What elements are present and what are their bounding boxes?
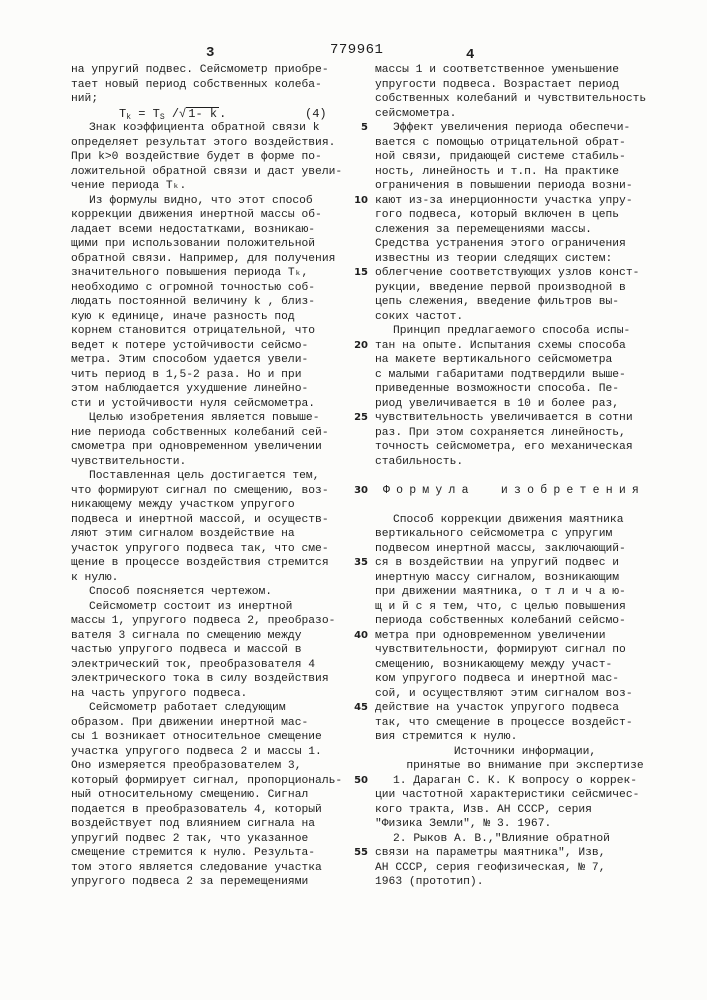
text-line: чувствительности. (71, 455, 186, 469)
text-line: смометра при одновременном увеличении (71, 440, 322, 454)
text-line: ком упругого подвеса и инертной мас- (375, 672, 619, 686)
text-line: сой, и осуществляют этим сигналом воз- (375, 687, 633, 701)
text-line: массы 1, упругого подвеса 2, преобразо- (71, 614, 335, 628)
text-line: участка упругого подвеса 2 и массы 1. (71, 745, 322, 759)
text-line: на часть упругого подвеса. (71, 687, 247, 701)
text-line: так, что смещение в процессе воздейст- (375, 716, 633, 730)
text-line: чить период в 1,5-2 раза. Но и при (71, 368, 302, 382)
text-line: никающему между участком упругого (71, 498, 295, 512)
text-line: АН СССР, серия геофизическая, № 7, (375, 861, 606, 875)
text-line: гого подвеса, который включен в цепь (375, 208, 619, 222)
text-line: при движении маятника, о т л и ч а ю- (375, 585, 626, 599)
text-line: упругости подвеса. Возрастает период (375, 78, 619, 92)
text-line: Сейсмометр работает следующим (89, 701, 286, 715)
formula-number: (4) (305, 107, 327, 121)
text-line: периода собственных колебаний сейсмо- (375, 614, 626, 628)
formula-slash: / (165, 107, 179, 121)
text-line: Способ поясняется чертежом. (89, 585, 272, 599)
text-line: электрический ток, преобразователя 4 (71, 658, 315, 672)
text-line: известны из теории следящих систем: (375, 252, 612, 266)
references-heading: Источники информации, (375, 745, 675, 759)
text-line: Эффект увеличения периода обеспечи- (393, 121, 630, 135)
text-line: щ и й с я тем, что, с целью повышения (375, 600, 626, 614)
text-line: ложительной обратной связи и даст увели- (71, 165, 342, 179)
line-number: 25 (348, 411, 368, 425)
text-line: кую к единице, иначе разность под (71, 310, 295, 324)
text-line: 2. Рыков А. В.,"Влияние обратной (393, 832, 610, 846)
text-line: связи на параметры маятника", Изв, (375, 846, 606, 860)
text-line: смещение стремится к нулю. Результа- (71, 846, 315, 860)
text-line: Из формулы видно, что этот способ (89, 194, 313, 208)
text-line: рукции, введение первой производной в (375, 281, 626, 295)
text-line: том этого является следование участка (71, 861, 322, 875)
text-line: обратной связи. Например, для получения (71, 252, 335, 266)
text-line: 1. Дараган С. К. К вопросу о коррек- (393, 774, 637, 788)
sqrt-icon: √ (179, 107, 186, 121)
formula-radicand: 1- k (186, 107, 219, 120)
text-line: коррекции движения инертной массы об- (71, 208, 322, 222)
text-line: метра. Этим способом удается увели- (71, 353, 308, 367)
text-line: щение в процессе воздействия стремится (71, 556, 329, 570)
text-line: ся в воздействии на упругий подвес и (375, 556, 619, 570)
text-line: людать постоянной величину k , близ- (71, 295, 315, 309)
text-line: ведет к потере устойчивости сейсмо- (71, 339, 308, 353)
text-line: ции частотной характеристики сейсмичес- (375, 788, 639, 802)
text-line: цепь слежения, введение фильтров вы- (375, 295, 619, 309)
formula-period: . (219, 107, 226, 121)
text-line: подвеса и инертной массой, и осуществ- (71, 513, 329, 527)
text-line: Знак коэффициента обратной связи k (89, 121, 320, 135)
line-number: 30 (348, 484, 368, 498)
text-line: Сейсмометр состоит из инертной (89, 600, 292, 614)
text-line: 1963 (прототип). (375, 875, 483, 889)
text-line: который формирует сигнал, пропорциональ- (71, 774, 342, 788)
text-line: что формируют сигнал по смещению, воз- (71, 484, 329, 498)
text-line: этом наблюдается ухудшение линейно- (71, 382, 308, 396)
text-line: подается в преобразователь 4, который (71, 803, 322, 817)
text-line: сейсмометра. (375, 107, 456, 121)
text-line: ние периода собственных колебаний сей- (71, 426, 329, 440)
text-line: корнем становится отрицательной, что (71, 324, 315, 338)
text-line: массы 1 и соответственное уменьшение (375, 63, 619, 77)
line-number: 45 (348, 701, 368, 715)
text-line: смещению, возникающему между участ- (375, 658, 612, 672)
text-line: Средства устранения этого ограничения (375, 237, 626, 251)
text-line: облегчение соответствующих узлов конст- (375, 266, 639, 280)
text-line: чувствительность увеличивается в сотни (375, 411, 633, 425)
formula-rhs: T (153, 107, 160, 121)
formula-line (119, 107, 226, 121)
formula-lhs-sub: k (126, 113, 131, 122)
text-line: тан на опыте. Испытания схемы способа (375, 339, 626, 353)
text-line: вается с помощью отрицательной обрат- (375, 136, 626, 150)
text-line: частью упругого подвеса и массой в (71, 643, 302, 657)
text-line: упругий подвес 2 так, что указанное (71, 832, 308, 846)
line-number: 10 (348, 194, 368, 208)
text-line: вателя 3 сигнала по смещению между (71, 629, 302, 643)
text-line: электрического тока в силу воздействия (71, 672, 329, 686)
text-line: с малыми габаритами подтвердили выше- (375, 368, 626, 382)
formula-lhs: T (119, 107, 126, 121)
page-number-left: 3 (206, 45, 214, 61)
text-line: упругого подвеса 2 за перемещениями (71, 875, 308, 889)
text-line: слежения за перемещениями массы. (375, 223, 592, 237)
text-line: Целью изобретения является повыше- (89, 411, 320, 425)
text-line: ограничения в повышении периода возни- (375, 179, 633, 193)
text-line: необходимо с огромной точностью соб- (71, 281, 315, 295)
text-line: значительного повышения периода Tₖ, (71, 266, 308, 280)
line-number: 20 (348, 339, 368, 353)
text-line: кают из-за инерционности участка упру- (375, 194, 633, 208)
text-line: инертную массу сигналом, возникающим (375, 571, 619, 585)
text-line: Поставленная цель достигается тем, (89, 469, 320, 483)
text-line: Способ коррекции движения маятника (393, 513, 624, 527)
text-line: к нулю. (71, 571, 118, 585)
line-number: 55 (348, 846, 368, 860)
text-line: щими при использовании положительной (71, 237, 315, 251)
text-line: вертикального сейсмометра с упругим (375, 527, 612, 541)
text-line: ной связи, придающей системе стабиль- (375, 150, 626, 164)
text-line: определяет результат этого воздействия. (71, 136, 335, 150)
text-line: Оно измеряется преобразователем 3, (71, 759, 302, 773)
text-line: на макете вертикального сейсмометра (375, 353, 612, 367)
text-line: ляют этим сигналом воздействие на (71, 527, 295, 541)
text-line: сы 1 возникает относительное смещение (71, 730, 322, 744)
line-number: 50 (348, 774, 368, 788)
text-line: ладает всеми недостатками, возникаю- (71, 223, 315, 237)
text-line: действие на участок упругого подвеса (375, 701, 619, 715)
text-line: При k>0 воздействие будет в форме по- (71, 150, 322, 164)
text-line: стабильность. (375, 455, 463, 469)
text-line: чение периода Tₖ. (71, 179, 186, 193)
references-heading: принятые во внимание при экспертизе (375, 759, 675, 773)
patent-number: 779961 (330, 42, 383, 58)
formula (119, 107, 226, 121)
line-number: 40 (348, 629, 368, 643)
line-number: 15 (348, 266, 368, 280)
text-line: собственных колебаний и чувствительность (375, 92, 646, 106)
formula-equals: = (131, 107, 153, 121)
text-line: соких частот. (375, 310, 463, 324)
text-line: воздействует под влиянием сигнала на (71, 817, 315, 831)
text-line: ний; (71, 92, 98, 106)
text-line: вия стремится к нулю. (375, 730, 517, 744)
text-line: чувствительности, формируют сигнал по (375, 643, 626, 657)
formula-rhs-sub: S (160, 113, 165, 122)
text-line: ный относительному смещению. Сигнал (71, 788, 308, 802)
text-line: тает новый период собственных колеба- (71, 78, 322, 92)
line-number: 5 (348, 121, 368, 135)
section-heading: Формула изобретения (383, 484, 645, 498)
text-line: на упругий подвес. Сейсмометр приобре- (71, 63, 329, 77)
text-line: раз. При этом сохраняется линейность, (375, 426, 626, 440)
text-line: риод увеличивается в 10 и более раз, (375, 397, 619, 411)
text-line: "Физика Земли", № 3. 1967. (375, 817, 551, 831)
line-number: 35 (348, 556, 368, 570)
text-line: образом. При движении инертной мас- (71, 716, 308, 730)
text-line: Принцип предлагаемого способа испы- (393, 324, 630, 338)
text-line: точность сейсмометра, его механическая (375, 440, 633, 454)
text-line: кого тракта, Изв. АН СССР, серия (375, 803, 592, 817)
text-line: подвесом инертной массы, заключающий- (375, 542, 626, 556)
text-line: метра при одновременном увеличении (375, 629, 606, 643)
page-number-right: 4 (466, 47, 474, 63)
text-line: приведенные возможности способа. Пе- (375, 382, 619, 396)
text-line: участок упругого подвеса так, что сме- (71, 542, 329, 556)
text-line: ность, линейность и т.п. На практике (375, 165, 619, 179)
text-line: сти и устойчивости нуля сейсмометра. (71, 397, 315, 411)
